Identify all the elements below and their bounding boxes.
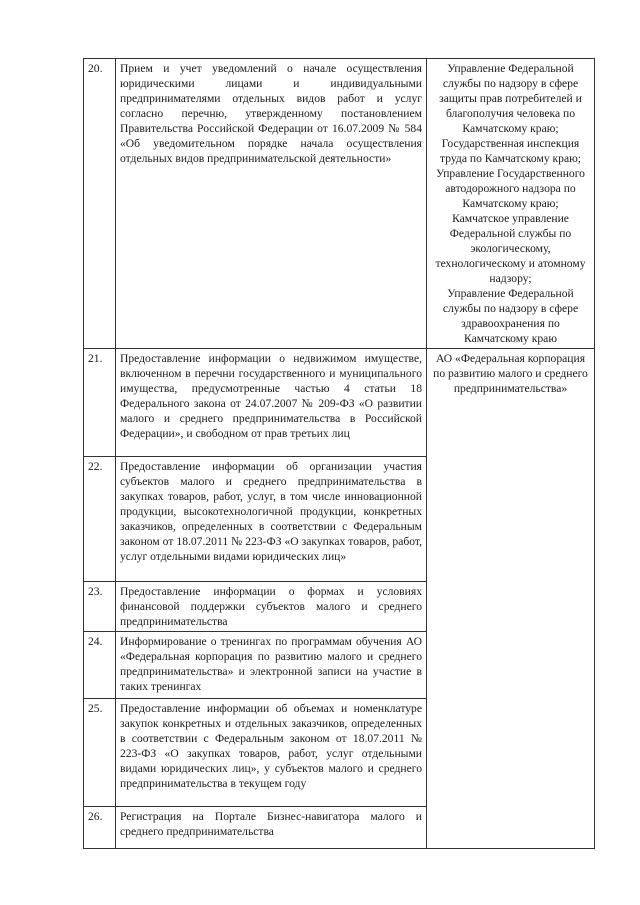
table-row [84,349,595,457]
row-number: 25. [84,699,116,807]
service-description: Прием и учет уведомлений о начале осуществления юридическими лицами и индивидуальными предпринимателями отдельных видов работ и услуг согласно перечню, утвержденному постановлением Правительства Российской Федерации от 16.07.2009 № 584 «Об уведомительном порядке начала осуществления отдельных видов предпринимательской деятельности» [116,59,427,349]
agency-entry: Государственная инспекция труда по Камчатскому краю; [440,137,581,165]
shared-agency: АО «Федеральная корпорация по развитию малого и среднего предпринимательства» [433,352,588,395]
agency-entry: Управление Федеральной службы по надзору в сфере защиты прав потребителей и благополучия человека по Камчатскому краю; [439,62,582,135]
agency-entry: Управление Государственного автодорожного надзора по Камчатскому краю; [436,167,585,210]
row-number: 21. [84,349,116,457]
service-description: Предоставление информации об организации участия субъектов малого и среднего предпринимательства в закупках товаров, работ, услуг, в том числе инновационной продукции, высокотехнологичной продукции, конкретных заказчиков, определенных в соответствии с Федеральным законом от 18.07.2011 № 223-ФЗ «О закупках товаров, работ, услуг отдельными видами юридических лиц» [116,457,427,582]
service-description: Предоставление информации об объемах и номенклатуре закупок конкретных и отдельных заказчиков, определенных в соответствии с Федеральным законом от 18.07.2011 № 223-ФЗ «О закупках товаров, работ, услуг отдельными видами юридических лиц», у субъектов малого и среднего предпринимательства в текущем году [116,699,427,807]
table-row [84,59,595,349]
shared-agency-cell [427,349,595,849]
row-number: 24. [84,632,116,699]
row-number: 26. [84,807,116,849]
row-number: 22. [84,457,116,582]
row-number: 20. [84,59,116,349]
agency-entry: Камчатское управление Федеральной службы по экологическому, технологическому и атомному надзору; [435,212,586,285]
service-description: Регистрация на Портале Бизнес-навигатора малого и среднего предпринимательства [116,807,427,849]
service-description: Предоставление информации о формах и условиях финансовой поддержки субъектов малого и среднего предпринимательства [116,582,427,632]
service-description: Информирование о тренингах по программам обучения АО «Федеральная корпорация по развитию малого и среднего предпринимательства» и электронной записи на участие в таких тренингах [116,632,427,699]
row-number: 23. [84,582,116,632]
responsible-agencies [427,59,595,349]
service-description: Предоставление информации о недвижимом имуществе, включенном в перечни государственного и муниципального имущества, предусмотренные частью 4 статьи 18 Федерального закона от 24.07.2007 № 209-ФЗ «О развитии малого и среднего предпринимательства в Российской Федерации», и свободном от прав третьих лиц [116,349,427,457]
services-table [83,58,595,849]
agency-entry: Управление Федеральной службы по надзору в сфере здравоохранения по Камчатскому краю [442,287,579,345]
